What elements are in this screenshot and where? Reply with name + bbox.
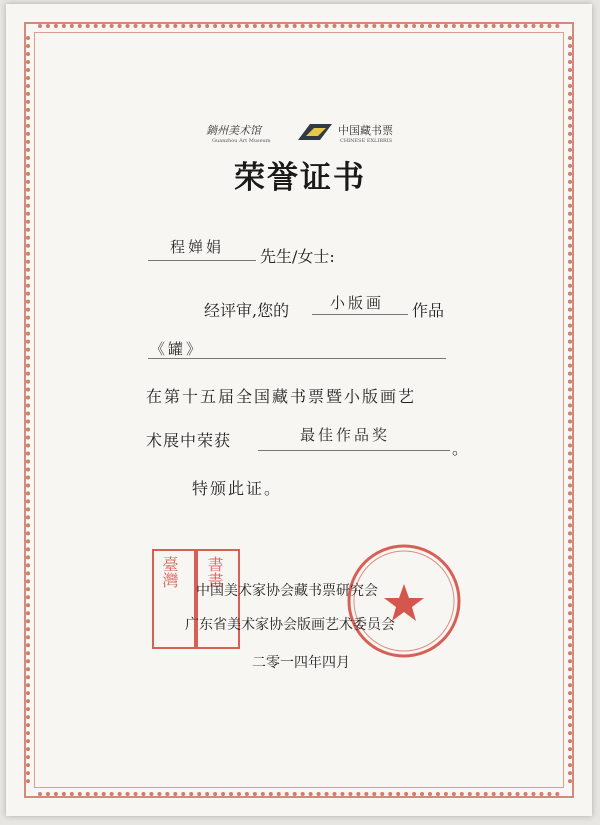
award-name: 最佳作品奖 xyxy=(300,426,391,444)
logo-left-subtitle: Guanzhou Art Museum xyxy=(212,138,271,144)
seal-glyphs-left: 臺灣 xyxy=(160,556,179,588)
issuer-org-2: 广东省美术家协会版画艺术委员会 xyxy=(185,617,395,633)
seal-glyphs-right: 書畫 xyxy=(205,556,224,588)
work-title: 《罐》 xyxy=(150,340,205,358)
decorative-border-bottom xyxy=(38,792,560,796)
award-prefix: 术展中荣获 xyxy=(146,431,232,450)
recipient-name: 程婵娟 xyxy=(170,238,225,256)
review-text: 经评审,您的 xyxy=(204,301,290,320)
recipient-name-underline xyxy=(148,260,256,261)
work-suffix: 作品 xyxy=(412,301,445,320)
certificate-title: 荣誉证书 xyxy=(234,160,366,196)
issuer-org-1: 中国美术家协会藏书票研究会 xyxy=(196,583,378,599)
exlibris-logo-icon xyxy=(296,120,334,144)
decorative-border-right xyxy=(568,36,572,784)
award-period: 。 xyxy=(452,439,469,458)
decorative-border-left xyxy=(26,36,30,784)
logo-right-name: 中国藏书票 xyxy=(338,124,393,137)
logo-right-subtitle: CHINESE EXLIBRIS xyxy=(340,138,393,144)
logo-left-name: 鋿州美术馆 xyxy=(206,124,261,137)
inner-border xyxy=(34,32,564,788)
work-category: 小版画 xyxy=(330,294,385,312)
award-underline xyxy=(258,450,450,451)
closing-text: 特颁此证。 xyxy=(192,479,283,498)
exhibition-text: 在第十五届全国藏书票暨小版画艺 xyxy=(146,387,417,406)
issue-date: 二零一四年四月 xyxy=(252,655,350,671)
recipient-salutation: 先生/女士: xyxy=(260,247,335,266)
work-title-underline xyxy=(148,358,446,359)
category-underline xyxy=(312,314,408,315)
decorative-border-top xyxy=(38,24,560,28)
round-seal xyxy=(345,542,463,660)
